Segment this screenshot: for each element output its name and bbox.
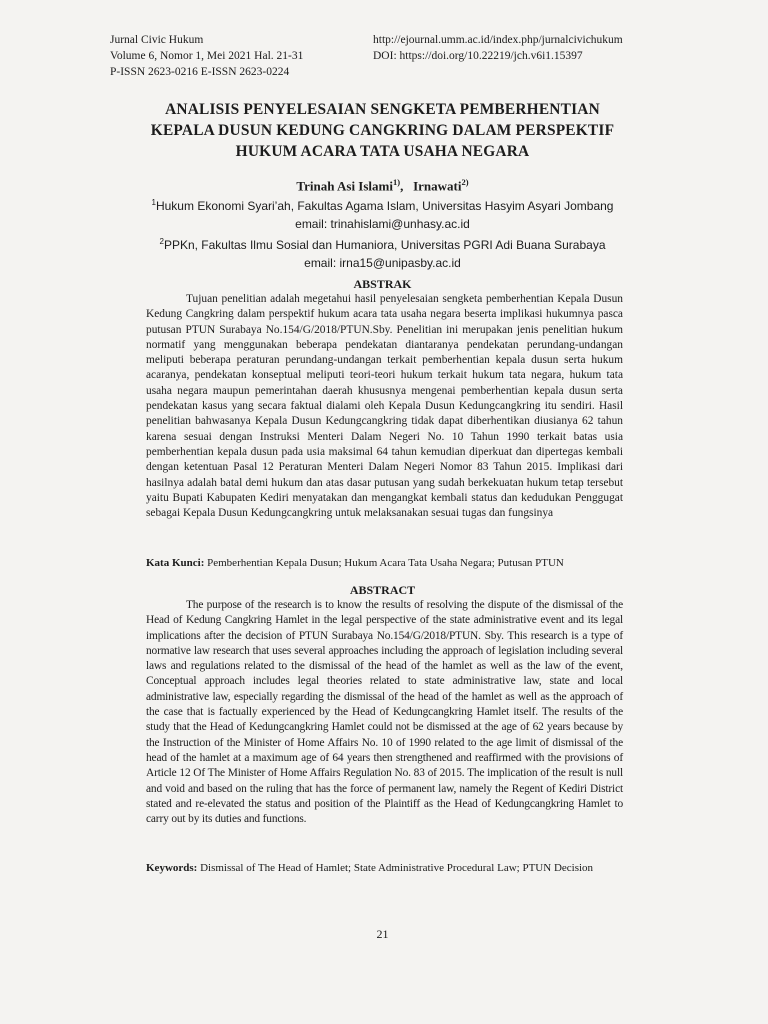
author-2-name: Irnawati xyxy=(413,178,462,194)
journal-name: Jurnal Civic Hukum xyxy=(110,34,204,46)
keywords-text: Dismissal of The Head of Hamlet; State Administrative Procedural Law; PTUN Decision xyxy=(197,862,594,874)
author-line: Trinah Asi Islami$^{1)}$, Irnawati$^{2)}$ xyxy=(296,177,469,194)
header-left xyxy=(110,32,303,80)
keywords-label: Keywords: xyxy=(146,862,198,874)
journal-url[interactable]: http://ejournal.umm.ac.id/index.php/jurnalcivichukum xyxy=(373,34,623,46)
title-line-1: ANALISIS PENYELESAIAN SENGKETA PEMBERHENTIAN xyxy=(165,101,600,118)
affiliation-2-email[interactable]: email: irna15@unipasby.ac.id xyxy=(304,255,461,270)
doi-link[interactable]: DOI: https://doi.org/10.22219/jch.v6i1.15397 xyxy=(373,50,583,62)
abstract-body: The purpose of the research is to know the results of resolving the dispute of the dismissal of the Head of Kedung Cangkring Hamlet in the legal perspective of the state administrative event and its legal implications after the decision of PTUN Surabaya No.154/G/2018/PTUN. Sby. This research is a type of normative law research that uses several approaches including the approach of legislation including several laws and regulations related to the dismissal of the head of the hamlet as well as the law of the event, Conceptual approach includes legal theories related to state administrative law, state and local administrative law, especially regarding the dismissal of the head of the hamlet as well as the approach of the case that is factually experienced by the Head of Kedungcangkring Hamlet itself. The results of the study that the Head of Kedungcangkring Hamlet could not be dismissed at the age of 62 years because by the Instruction of the Minister of Home Affairs No. 10 of 1990 related to the age limit of dismissal of the head of the hamlet at a maximum age of 64 years then strengthened and reaffirmed with the provisions of Article 12 Of The Minister of Home Affairs Regulation No. 83 of 2015. The implication of the result is null and void and based on the ruling that has the force of permanent law, namely the Regent of Kediri District stated and re-elevated the status and position of the Plaintiff as the Head of Kedungcangkring Hamlet to carry out by its duties and functions. xyxy=(146,599,623,826)
affiliation-1-email[interactable]: email: trinahislami@unhasy.ac.id xyxy=(295,216,470,231)
issn-info: P-ISSN 2623-0216 E-ISSN 2623-0224 xyxy=(110,66,290,78)
paper-title xyxy=(110,99,655,162)
kata-kunci-label: Kata Kunci: xyxy=(146,557,205,569)
kata-kunci-text: Pemberhentian Kepala Dusun; Hukum Acara Tata Usaha Negara; Putusan PTUN xyxy=(204,557,564,569)
affiliation-1-mark: 1 xyxy=(151,198,156,207)
abstrak-heading: ABSTRAK xyxy=(353,277,412,291)
affiliation-2-text: PPKn, Fakultas Ilmu Sosial dan Humaniora, Universitas PGRI Adi Buana Surabaya xyxy=(163,238,606,252)
title-line-2: KEPALA DUSUN KEDUNG CANGKRING DALAM PERSPEKTIF xyxy=(150,122,615,139)
abstract-heading: ABSTRACT xyxy=(349,583,416,597)
page-number: 21 xyxy=(376,927,389,941)
affiliation-2 xyxy=(100,233,665,255)
volume-info: Volume 6, Nomor 1, Mei 2021 Hal. 21-31 xyxy=(110,50,304,62)
author-1-name: Trinah Asi Islami xyxy=(296,178,393,194)
author-1-mark: 1) xyxy=(392,177,401,187)
kata-kunci xyxy=(146,557,626,569)
affiliation-1 xyxy=(100,194,665,216)
affiliations xyxy=(100,194,665,272)
affiliation-1-text: Hukum Ekonomi Syari’ah, Fakultas Agama Islam, Universitas Hasyim Asyari Jombang xyxy=(155,199,614,213)
affiliation-2-mark: 2 xyxy=(159,237,164,246)
title-line-3: HUKUM ACARA TATA USAHA NEGARA xyxy=(235,143,530,160)
header-right xyxy=(373,32,623,64)
abstrak-body: Tujuan penelitian adalah megetahui hasil penyelesaian sengketa pemberhentian Kepala Dusun Kedung Cangkring dalam perspektif hukum acara tata usaha negara beserta implikasi hukumnya pasca putusan PTUN Surabaya No.154/G/2018/PTUN.Sby. Penelitian ini merupakan jenis penelitian hukum normatif yang menggunakan beberapa pendekatan diantaranya pendekatan perundang-undangan meliputi beberapa peraturan perundang-undangan terkait pemberhentian kepala dusun serta hukum acaranya, pendekatan konseptual meliputi teori-teori hukum terkait hukum tata negara, hukum tata usaha negara maupun pemerintahan daerah khususnya mengenai pemberhentian kepala dusun serta pendekatan kasus yang secara faktual dialami oleh Kepala Dusun Kedungcangkring itu sendiri. Hasil penelitian bahwasanya Kepala Dusun Kedungcangkring tidak dapat diberhentikan diusianya 62 tahun karena sesuai dengan Instruksi Menteri Dalam Negeri No. 10 Tahun 1990 terkait batas usia pemberhentian kepala dusun pada usia maksimal 64 tahun kemudian diperkuat dan dipertegas kembali dengan ketentuan Pasal 12 Peraturan Menteri Dalam Negeri Nomor 83 Tahun 2015. Implikasi dari hasilnya adalah batal demi hukum dan atas dasar putusan yang sudah berkekuatan hukum tetap tersebut yaitu Bupati Kabupaten Kediri menyatakan dan mengangkat kembali status dan kedudukan Penggugat sebagai Kepala Dusun Kedungcangkring untuk melaksanakan sesuai tugas dan fungsinya xyxy=(146,293,623,520)
author-2-mark: 2) xyxy=(461,177,469,187)
keywords xyxy=(146,862,626,874)
